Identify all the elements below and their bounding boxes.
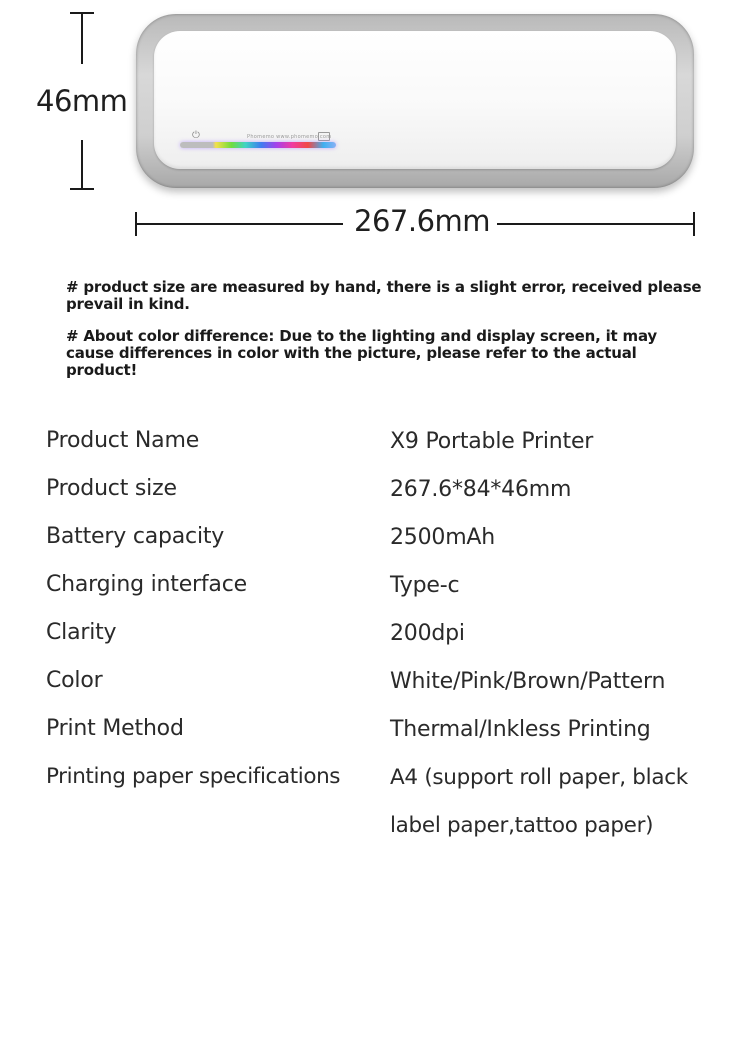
spec-value-charging-interface: Type-c <box>390 573 460 598</box>
spec-value-color: White/Pink/Brown/Pattern <box>390 669 666 694</box>
rgb-led-bar <box>180 142 336 148</box>
height-dimension-label: 46mm <box>36 84 128 118</box>
printer-brand-text: Phomemo www.phomemo.com <box>247 134 332 140</box>
height-dimension-bottom-cap <box>70 188 94 190</box>
paper-indicator-icon <box>318 132 330 141</box>
spec-value-battery-capacity: 2500mAh <box>390 525 496 550</box>
spec-label-product-name: Product Name <box>46 428 200 453</box>
width-dimension-right-cap <box>693 212 695 236</box>
spec-value-print-method: Thermal/Inkless Printing <box>390 717 651 742</box>
width-dimension-label: 267.6mm <box>354 204 491 238</box>
spec-value-product-size: 267.6*84*46mm <box>390 477 572 502</box>
spec-value-paper-specifications: A4 (support roll paper, black label paper,tattoo paper) <box>390 765 688 838</box>
spec-label-product-size: Product size <box>46 476 177 501</box>
spec-label-charging-interface: Charging interface <box>46 572 247 597</box>
spec-value-product-name: X9 Portable Printer <box>390 429 594 454</box>
spec-value-clarity: 200dpi <box>390 621 465 646</box>
power-icon: ⏻ <box>192 130 200 141</box>
spec-label-print-method: Print Method <box>46 716 184 741</box>
spec-label-clarity: Clarity <box>46 620 117 645</box>
width-dimension-line-right <box>497 223 695 225</box>
spec-label-color: Color <box>46 668 103 693</box>
printer-front-panel <box>154 31 676 169</box>
color-difference-note: # About color difference: Due to the lighting and display screen, it may cause differences in color with the picture, please refer to the actual product! <box>66 327 658 379</box>
spec-label-paper-specifications: Printing paper specifications <box>46 764 341 789</box>
height-dimension-line-top <box>81 12 83 64</box>
spec-label-battery-capacity: Battery capacity <box>46 524 225 549</box>
height-dimension-line-bottom <box>81 140 83 190</box>
measurement-note: # product size are measured by hand, there is a slight error, received please prevail in kind. <box>66 278 702 313</box>
width-dimension-line-left <box>135 223 343 225</box>
